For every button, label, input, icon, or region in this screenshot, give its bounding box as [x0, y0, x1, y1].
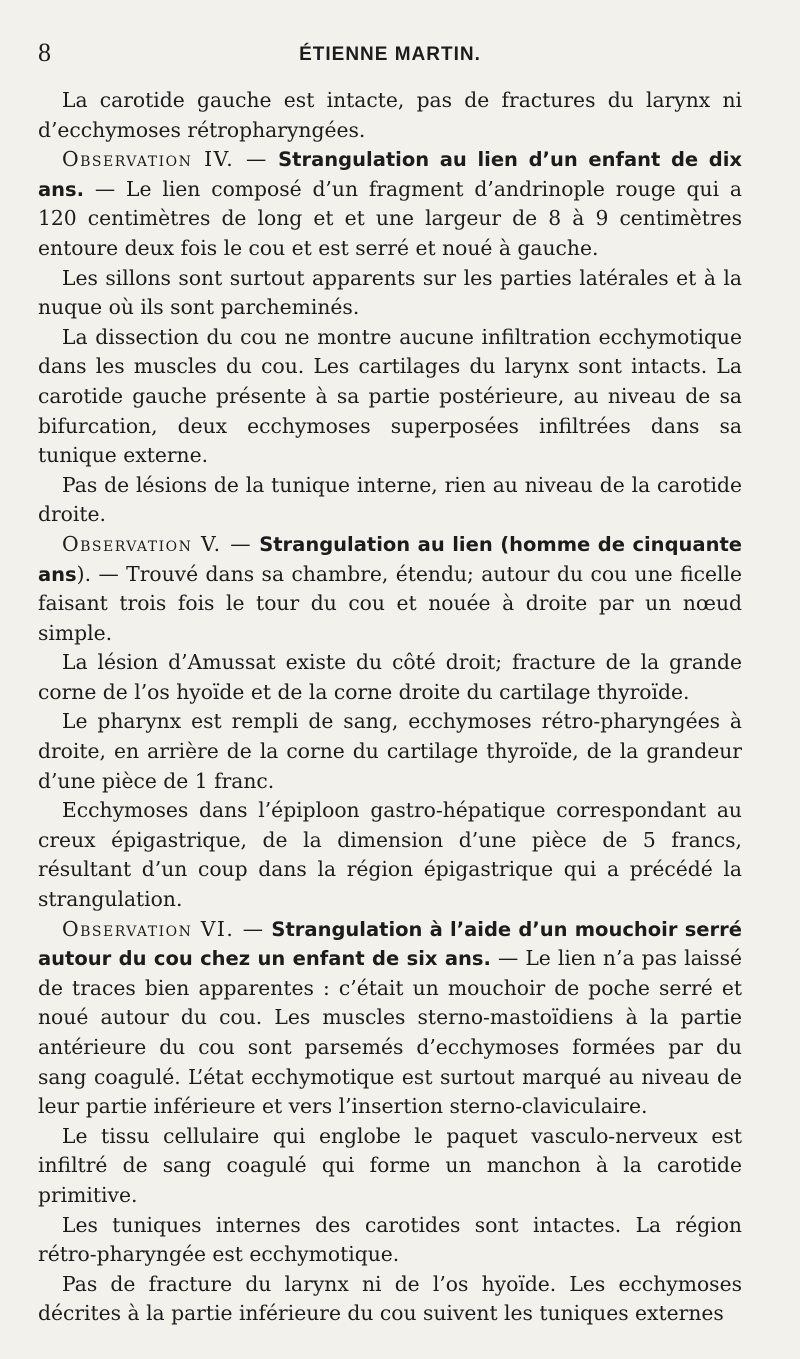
observation-label: Observation V. — [62, 531, 253, 556]
running-head: ÉTIENNE MARTIN. [299, 44, 481, 65]
paragraph: Le pharynx est rempli de sang, ecchymoses rétro-pharyngées à droite, en arrière de la corne du cartilage thyroïde, de la grandeur d’une pièce de 1 franc. [38, 709, 742, 793]
observation-title: Strangulation au lien d’un enfant de dix ans. [38, 148, 743, 201]
paragraph: Les tuniques internes des carotides sont intactes. La région rétro-pharyngée est ecchymotique. [38, 1212, 742, 1267]
observation-text: ). — Trouvé dans sa chambre, étendu; autour du cou une ficelle faisant trois fois le tour du cou et nouée à droite par un nœud simple. [38, 561, 742, 645]
observation-label: Observation IV. — [62, 147, 268, 172]
paragraph: Le tissu cellulaire qui englobe le paquet vasculo-nerveux est infiltré de sang coagulé qui forme un manchon à la carotide primitive. [38, 1123, 742, 1207]
paragraph: La lésion d’Amussat existe du côté droit; fracture de la grande corne de l’os hyoïde et de la corne droite du cartilage thyroïde. [38, 650, 742, 704]
paragraph: Pas de lésions de la tunique interne, rien au niveau de la carotide droite. [38, 472, 742, 527]
page-header [38, 38, 742, 78]
paragraph: La dissection du cou ne montre aucune infiltration ecchymotique dans les muscles du cou. Les cartilages du larynx sont intacts. La carotide gauche présente à sa partie postérieure, au niveau de sa bifurcation, deux ecchymoses superposées infiltrées dans sa tunique externe. [38, 324, 742, 468]
observation-text: — Le lien composé d’un fragment d’andrinople rouge qui a 120 centimètres de long et et une largeur de 8 à 9 centimètres entoure deux fois le cou et est serré et noué à gauche. [38, 176, 742, 260]
observation-paragraph [38, 530, 742, 648]
paragraph: Pas de fracture du larynx ni de l’os hyoïde. Les ecchymoses décrites à la partie inférieure du cou suivent les tuniques externes [38, 1271, 742, 1326]
observation-label: Observation VI. — [62, 916, 265, 941]
paragraph: La carotide gauche est intacte, pas de fractures du larynx ni d’ecchymoses rétropharyngées. [38, 88, 742, 142]
observation-paragraph [38, 145, 742, 263]
observation-text: — Le lien n’a pas laissé de traces bien apparentes : c’était un mouchoir de poche serré et noué autour du cou. Les muscles sterno-mastoïdiens à la partie antérieure du cou sont parsemés d’ecchymoses formées par du sang coagulé. L’état ecchymotique est surtout marqué au niveau de leur partie inférieure et vers l’insertion sterno-claviculaire. [38, 946, 743, 1119]
observation-title: Strangulation au lien (homme de cinquante ans [38, 532, 742, 586]
paragraph: Ecchymoses dans l’épiploon gastro-hépatique correspondant au creux épigastrique, de la dimension d’une pièce de 5 francs, résultant d’un coup dans la région épigastrique qui a précédé la strangulation. [38, 798, 742, 912]
page-number: 8 [38, 38, 51, 67]
paragraph: Les sillons sont surtout apparents sur les parties latérales et à la nuque où ils sont parcheminés. [38, 265, 742, 320]
observation-title: Strangulation à l’aide d’un mouchoir serré autour du cou chez un enfant de six ans. [38, 917, 742, 971]
observation-paragraph [38, 915, 742, 1122]
body-text [38, 86, 742, 1329]
